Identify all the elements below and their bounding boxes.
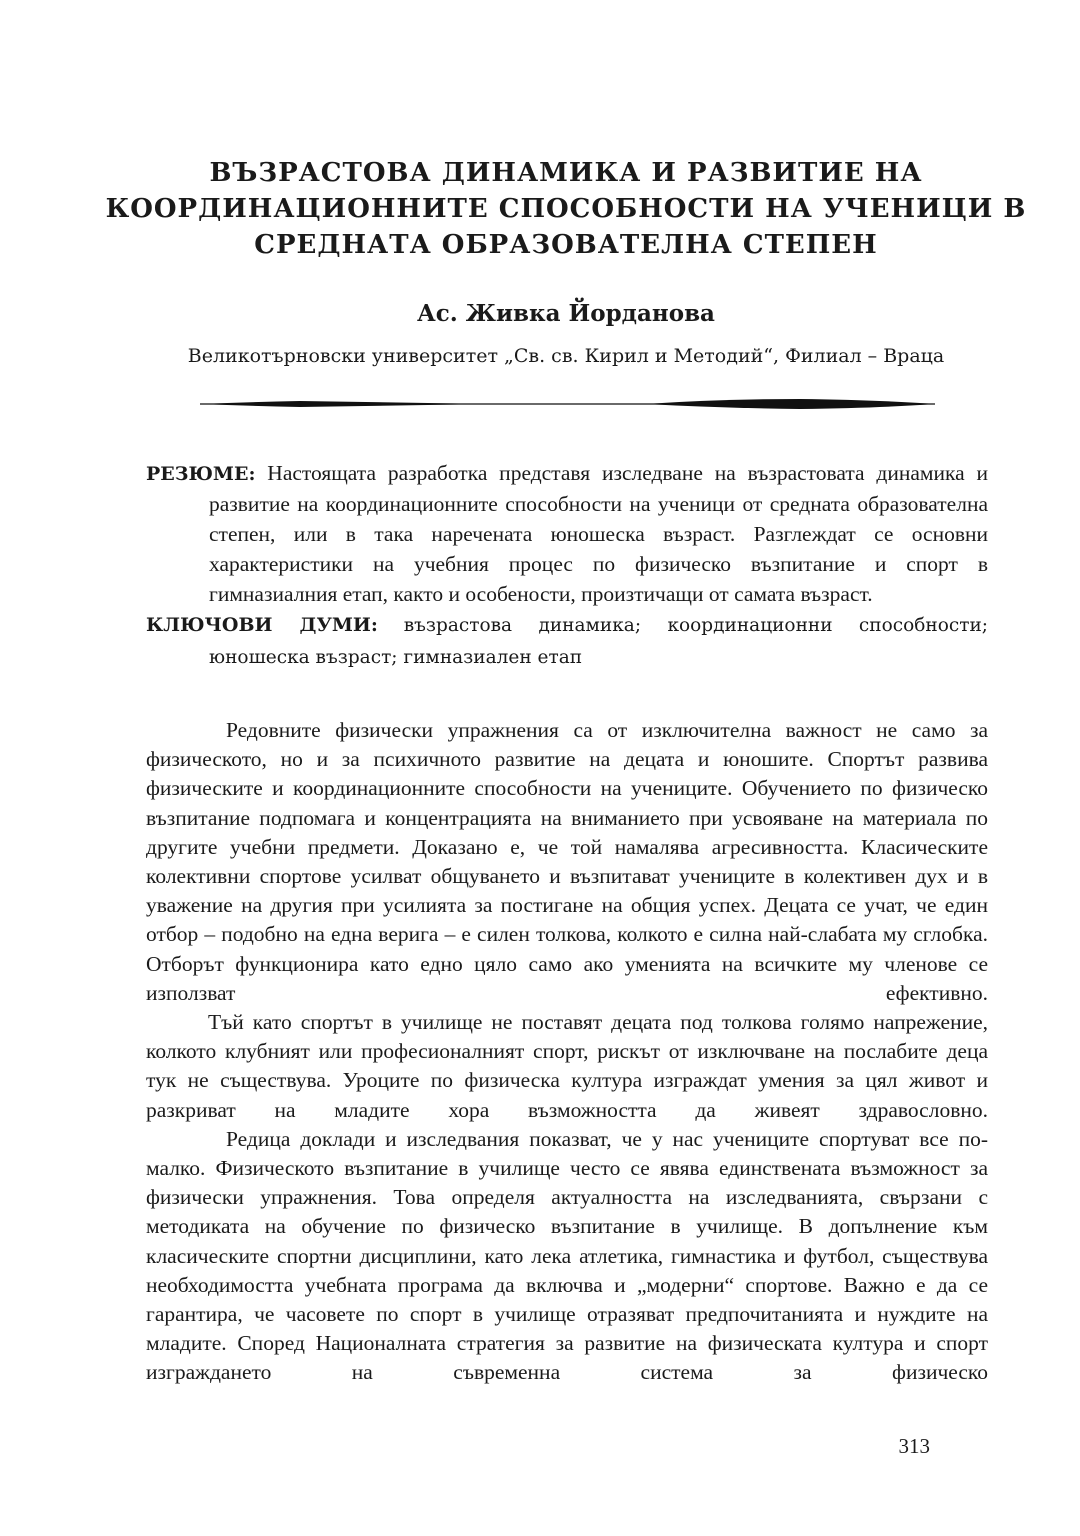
- keywords-text: възрастова динамика; координационни способности; юношеска възраст; гимназиален етап: [209, 615, 989, 668]
- title-line-1: ВЪЗРАСТОВА ДИНАМИКА И РАЗВИТИЕ НА: [209, 158, 923, 188]
- author-affiliation: Великотърновски университет „Св. св. Кирил и Методий“, Филиал – Враца: [187, 345, 945, 367]
- author-name: Ас. Живка Йорданова: [417, 300, 715, 327]
- abstract-text: Настоящата разработка представя изследване на възрастовата динамика и развитие на координационните способности на ученици от средната образователна степен, или в така наречената юношеска възраст. Разглеждат се основни характеристики на учебния процес по физическо възпитание и спорт в гимназиалния етап, както и особености, произтичащи от самата възраст.: [209, 461, 988, 606]
- body-text: [146, 716, 988, 1388]
- divider-swell-right: [645, 399, 935, 409]
- title-line-2: КООРДИНАЦИОННИТЕ СПОСОБНОСТИ НА УЧЕНИЦИ В: [105, 194, 1027, 224]
- keywords-paragraph: [146, 609, 988, 673]
- keywords-label: КЛЮЧОВИ ДУМИ:: [146, 614, 378, 636]
- abstract-paragraph: [146, 458, 988, 609]
- body-paragraph-1: Редовните физически упражнения са от изключителна важност не само за физическото, но и за психичното развитие на децата и юношите. Спортът развива физическите и координационните способности на учениците. Обучението по физическо възпитание подпомага и концентрацията на вниманието при усвояване на материала по другите учебни предмети. Доказано е, че той намалява агресивността. Класическите колективни спортове усилват общуването и възпитават учениците в колективен дух и в уважение на другия при усилията за постигане на общия успех. Децата се учат, че един отбор – подобно на една верига – е силен толкова, колкото е силна най-слабата му сглобка. Отборът функционира като едно цяло само ако уменията на всичките му членове се използват ефективно.: [146, 718, 988, 1005]
- divider-swell-left: [200, 401, 490, 407]
- body-paragraph-2: Тъй като спортът в училище не поставят децата под толкова голямо напрежение, колкото клубният или професионалният спорт, рискът от изключване на послабите деца тук не съществува. Уроците по физическа култура изграждат умения за цял живот и разкриват на младите хора възможността да живеят здравословно.: [146, 1010, 988, 1122]
- abstract-label: РЕЗЮМЕ:: [146, 463, 256, 485]
- page-number: 313: [898, 1434, 930, 1458]
- body-paragraph-3: Редица доклади и изследвания показват, че у нас учениците спортуват все по-малко. Физическото възпитание в училище често се явява единствената възможност за физически упражнения. Това определя актуалността на изследванията, свързани с методиката на обучение по физическо възпитание в училище. В допълнение към класическите спортни дисциплини, като лека атлетика, гимнастика и футбол, съществува необходимостта учебната програма да включва и „модерни“ спортове. Важно е да се гарантира, че часовете по спорт в училище отразяват предпочитанията и нуждите на младите. Според Националната стратегия за развитие на физическата култура и спорт изграждането на съвременна система за физическо: [146, 1126, 988, 1385]
- title-line-3: СРЕДНАТА ОБРАЗОВАТЕЛНА СТЕПЕН: [254, 230, 878, 260]
- ornamental-divider: [200, 394, 935, 412]
- paper-title: [100, 155, 1032, 263]
- abstract-block: [146, 458, 988, 673]
